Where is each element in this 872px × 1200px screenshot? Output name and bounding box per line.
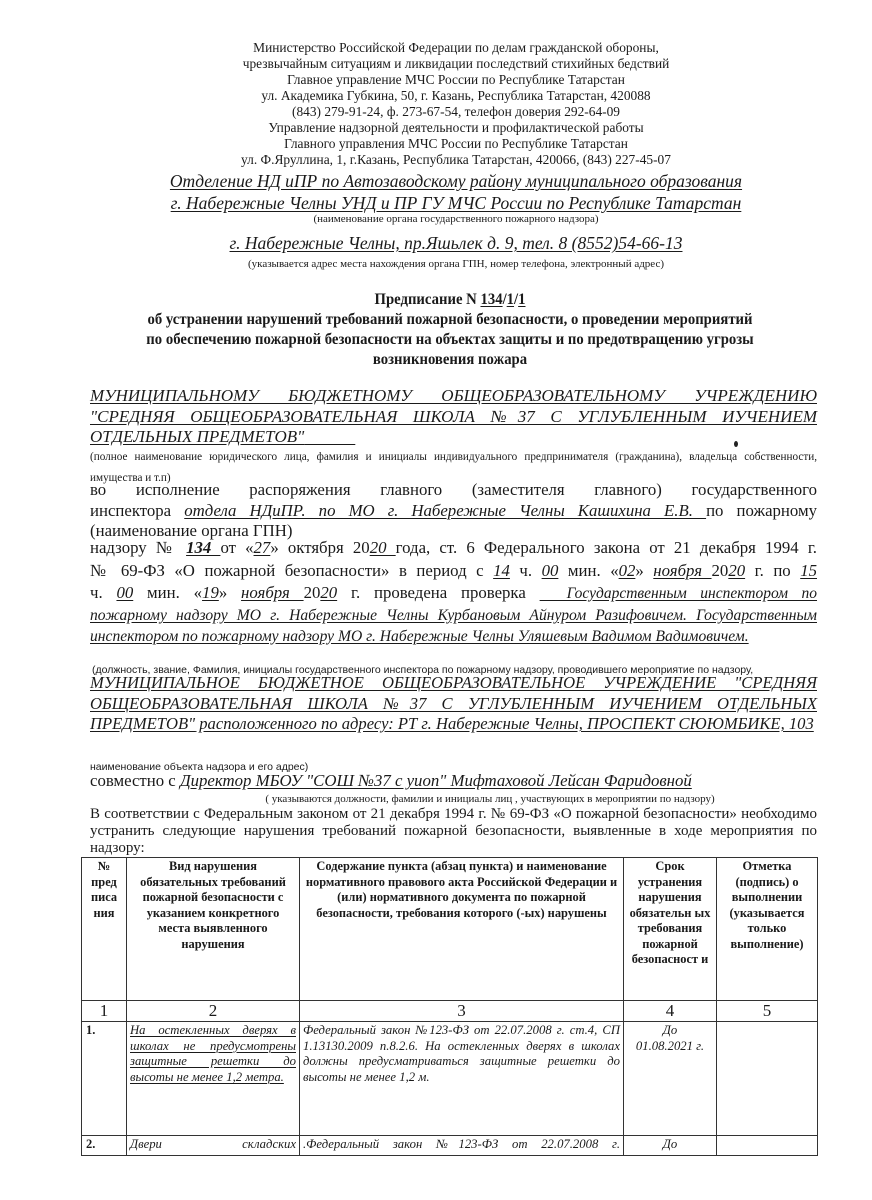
header-line: Главное управление МЧС России по Республике Татарстан (287, 72, 625, 87)
text: 20 (303, 583, 321, 602)
object-block (90, 673, 817, 735)
address-note: (указывается адрес места нахождения органа ГПН, номер телефона, электронный адрес) (247, 258, 665, 270)
violations-table (81, 857, 818, 1156)
header-col-1: № пред писа ния (82, 858, 127, 1001)
row-mark (717, 1022, 818, 1136)
order-paragraph (90, 480, 817, 521)
object-address: расположенного по адресу: РТ г. Набережные Челны, ПРОСПЕКТ СЮЮМБИКЕ, 103 (195, 714, 814, 733)
order-number: 134 (186, 538, 221, 557)
start-day: 02 (618, 560, 636, 580)
text: ч. (509, 560, 542, 580)
header-line: Управление надзорной деятельности и профилактической работы (268, 120, 644, 135)
inspector-note: (наименование органа ГПН) (90, 521, 293, 540)
text: надзору № (90, 538, 187, 557)
header-col-5: Отметка (подпись) о выполнении (указывается только выполнение) (717, 858, 818, 1001)
recipient-line: МУНИЦИПАЛЬНОМУ БЮДЖЕТНОМУ ОБЩЕОБРАЗОВАТЕЛЬНОМУ УЧРЕЖДЕНИЮ (90, 386, 817, 405)
jointly-prefix: совместно с (90, 771, 180, 790)
header-line: Главного управления МЧС России по Республике Татарстан (284, 136, 628, 151)
recipient-line: ОТДЕЛЬНЫХ ПРЕДМЕТОВ" (90, 427, 305, 446)
header-line: чрезвычайным ситуациям и ликвидации последствий стихийных бедствий (242, 56, 670, 71)
authority-note: (наименование органа государственного пожарного надзора) (313, 213, 599, 225)
col-number: 4 (624, 1001, 717, 1022)
header-line: ул. Ф.Яруллина, 1, г.Казань, Республика Татарстан, 420066, (843) 227-45-07 (241, 152, 671, 167)
object-name: МУНИЦИПАЛЬНОЕ БЮДЖЕТНОЕ ОБЩЕОБРАЗОВАТЕЛЬНОЕ УЧРЕЖДЕНИЕ "СРЕДНЯЯ ОБЩЕОБРАЗОВАТЕЛЬНАЯ ШКОЛА №37 С УГЛУБЛЕННЫМ ИУЧЕНИЕМ ОТДЕЛЬНЫХ ПРЕДМЕТОВ" (90, 673, 817, 733)
header-line: Министерство Российской Федерации по делам гражданской обороны, (253, 40, 659, 55)
text: № 69-ФЗ «О пожарной безопасности» в период с (90, 560, 494, 580)
title-number-main: 134 (480, 291, 503, 308)
text: » (218, 583, 242, 602)
jointly-line (90, 771, 817, 792)
inspector-suffix: по пожарному (706, 500, 817, 520)
row-deadline (624, 1022, 717, 1136)
row-number: 2. (82, 1136, 127, 1156)
inspector-prefix: инспектора (90, 500, 185, 520)
end-month: ноября (241, 583, 304, 602)
end-min: 00 (116, 583, 134, 602)
title-prefix: Предписание N (374, 291, 481, 308)
text: года, ст. 6 Федерального закона от 21 декабря 1994 г. (395, 538, 818, 557)
row-norm: Федеральный закон №123-ФЗ от 22.07.2008 г. ст.4, СП 1.13130.2009 п.8.2.6. На остекленных дверях в школах должны предусматриваться защитные решетки до высоты не менее 1,2 м. (300, 1022, 624, 1136)
end-hour: 15 (800, 560, 817, 580)
document-title (23, 290, 872, 370)
table-row (82, 1136, 818, 1156)
violation-text: На остекленных дверях в школах не предусмотрены защитные решетки до высоты не менее 1,2 метра. (130, 1023, 296, 1084)
inspectors-list (90, 606, 817, 647)
intro-paragraph: В соответствии с Федеральным законом от 21 декабря 1994 г. № 69-ФЗ «О пожарной безопасности» необходимо устранить следующие нарушения требований пожарной безопасности, выявленные в ходе мероприятия по надзору: (90, 806, 817, 856)
text: » октября 20 (270, 538, 370, 557)
jointly-value: Директор МБОУ "СОШ №37 с уиоп" Мифтаховой Лейсан Фаридовной (179, 771, 692, 790)
row-norm: .Федеральный закон №123-ФЗ от 22.07.2008 г. (300, 1136, 624, 1156)
text: мин. « (133, 583, 203, 602)
order-line-1: во исполнение распоряжения главного (заместителя главного) государственного (90, 480, 817, 499)
recipient-note: (полное наименование юридического лица, фамилия и инициалы индивидуального предпринимателя (гражданина), владельца собственности, имущества и т.п) (90, 451, 817, 484)
subtitle-line: по обеспечению пожарной безопасности на объектах защиты и по предотвращению угрозы (146, 331, 754, 348)
header-col-3: Содержание пункта (абзац пункта) и наименование нормативного правового акта Российской Федерации и (или) нормативного документа по пожарной безопасности, требования которого (-ых) нарушены (300, 858, 624, 1001)
title-sep: / (502, 291, 507, 308)
row-violation (127, 1022, 300, 1136)
title-number-part2: 1 (506, 291, 515, 308)
row-number: 1. (82, 1022, 127, 1136)
text: 20 (711, 560, 729, 580)
inspectors-value: пожарному надзору МО г. Набережные Челны Курбановым Айнуром Разифовичем. Государственным инспектором по пожарному надзору МО г. Набережные Челны Уляшевым Вадимом Вадимовичем. (90, 607, 817, 645)
header-line: ул. Академика Губкина, 50, г. Казань, Республика Татарстан, 420088 (261, 88, 651, 103)
header-col-2: Вид нарушения обязательных требований пожарной безопасности с указанием конкретного места выявленного нарушения (127, 858, 300, 1001)
text: г. проведена проверка (337, 583, 540, 602)
row-violation: Двери складских (127, 1136, 300, 1156)
subtitle-line: возникновения пожара (372, 351, 528, 368)
col-number: 1 (82, 1001, 127, 1022)
row-mark (717, 1136, 818, 1156)
inspector-value: отдела НДиПР. по МО г. Набережные Челны Кашихина Е.В. (184, 500, 707, 520)
recipient-line: "СРЕДНЯЯ ОБЩЕОБРАЗОВАТЕЛЬНАЯ ШКОЛА №37 С УГЛУБЛЕННЫМ ИУЧЕНИЕМ (90, 406, 817, 426)
authority-address (0, 232, 872, 254)
title-sep: / (514, 291, 519, 308)
text: ч. (90, 583, 117, 602)
subtitle-line: об устранении нарушений требований пожарной безопасности, о проведении мероприятий (147, 311, 753, 328)
start-min: 00 (541, 560, 559, 580)
table-row (82, 1022, 818, 1136)
ministry-header (20, 40, 872, 168)
col-number: 5 (717, 1001, 818, 1022)
order-year: 20 (369, 538, 396, 557)
object-note: наименование объекта надзора и его адрес) (90, 761, 309, 773)
start-month: ноября (653, 560, 712, 580)
recipient-name (90, 386, 817, 448)
text: » (635, 560, 654, 580)
deadline-label: До (662, 1023, 678, 1037)
col-number: 2 (127, 1001, 300, 1022)
start-year: 20 (728, 560, 746, 580)
authority-line-1: Отделение НД иПР по Автозаводскому району муниципального образования (169, 171, 743, 191)
title-number-part3: 1 (518, 291, 526, 308)
start-hour: 14 (493, 560, 510, 580)
row-deadline (624, 1136, 717, 1156)
authority-line-2: г. Набережные Челны УНД и ПР ГУ МЧС России по Республике Татарстан (170, 193, 742, 213)
col-number: 3 (300, 1001, 624, 1022)
authority-name (0, 170, 872, 214)
end-year: 20 (320, 583, 338, 602)
column-number-row (82, 1001, 818, 1022)
text: от « (220, 538, 254, 557)
period-paragraph: надзору № 134 от «27» октября 2020 года, ст. 6 Федерального закона от 21 декабря 1994 г. № 69-ФЗ «О пожарной безопасности» в период с 14 ч. 00 мин. «02» ноября 2020 г. по 15 ч. 00 мин. «19» ноября 2020 г. проведена проверка Государственным инспектором по (90, 538, 818, 602)
table-header-row (82, 858, 818, 1001)
inspectors-note: (должность, звание, Фамилия, инициалы государственного инспектора по пожарному надзору, проводившего мероприятие по надзору, (92, 664, 754, 676)
header-line: (843) 279-91-24, ф. 273-67-54, телефон доверия 292-64-09 (291, 104, 620, 119)
deadline-date: 01.08.2021 г. (635, 1038, 705, 1053)
jointly-note: ( указываются должности, фамилии и инициалы лиц , участвующих в мероприятии по надзору) (265, 793, 715, 805)
text: мин. « (558, 560, 619, 580)
header-col-4: Срок устранения нарушения обязательн ых требования пожарной безопасност и (624, 858, 717, 1001)
end-day: 19 (202, 583, 219, 602)
address-value: г. Набережные Челны, пр.Яшьлек д. 9, тел. 8 (8552)54-66-13 (229, 233, 683, 253)
text: г. по (745, 560, 801, 580)
deadline-label: До (662, 1137, 678, 1151)
order-day: 27 (253, 538, 271, 557)
